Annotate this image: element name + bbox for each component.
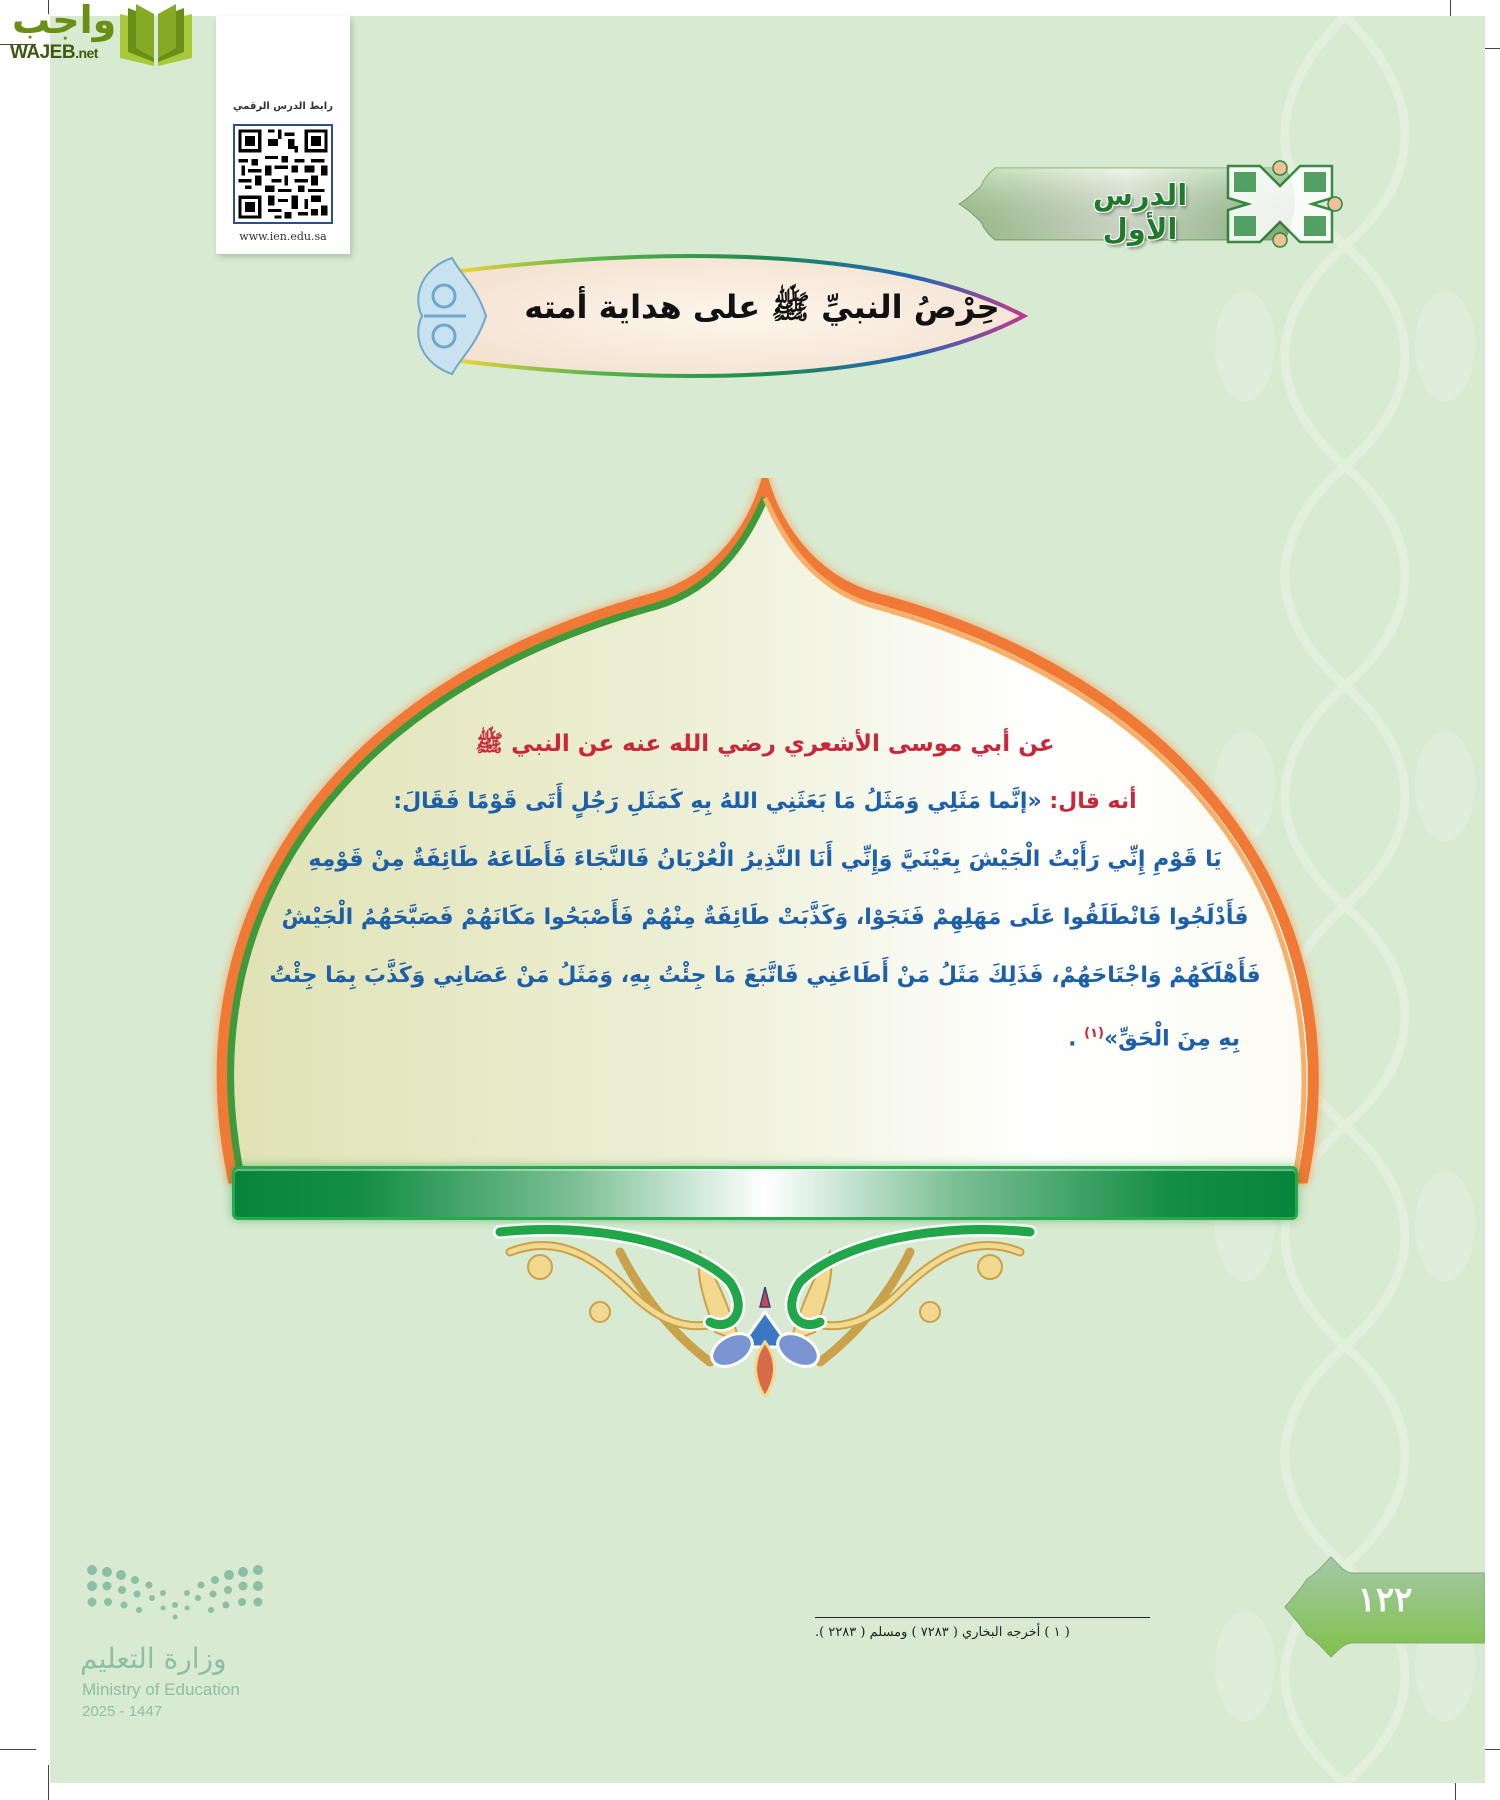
hadith-text-block	[250, 715, 1280, 1063]
hadith-line: يَا قَوْمِ إِنِّي رَأَيْتُ الْجَيْشَ بِعَيْنَيَّ وَإِنِّي أَنَا النَّذِيرُ الْعُرْيَانُ فَالنَّجَاءَ فَأَطَاعَهُ طَائِفَةٌ مِنْ قَوْمِهِ	[308, 847, 1222, 872]
qr-label: رابط الدرس الرقمي	[233, 101, 333, 112]
green-divider-bar	[232, 1166, 1298, 1220]
wajeb-logo[interactable]	[8, 0, 190, 66]
ministry-of-education-logo	[80, 1560, 280, 1730]
open-book-icon	[116, 4, 196, 66]
crop-mark	[0, 1749, 36, 1750]
ministry-english-name: Ministry of Education	[82, 1680, 240, 1699]
lesson-title-pill	[412, 250, 1034, 382]
hadith-line: بِهِ مِنَ الْحَقِّ»$^{(١)}$ .	[1068, 1026, 1240, 1052]
star-ornament-icon	[1228, 161, 1342, 247]
hadith-line: أنه قال: «إنَّما مَثَلِي وَمَثَلُ مَا بَعَثَنِي اللهُ بِهِ كَمَثَلِ رَجُلٍ أَتَى قَوْمًا فَقَالَ:	[393, 789, 1137, 814]
wajeb-arabic-wordmark: واجب	[12, 0, 117, 42]
page-number: ١٢٢	[1357, 1580, 1413, 1620]
footnote-divider	[815, 1617, 1150, 1618]
hadith-intro: أنه قال:	[1049, 789, 1137, 814]
hadith-line: فَأَدْلَجُوا فَانْطَلَقُوا عَلَى مَهَلِهِمْ فَنَجَوْا، وَكَذَّبَتْ طَائِفَةٌ مِنْهُمْ فَأَصْبَحُوا مَكَانَهُمْ فَصَبَّحَهُمُ الْجَيْشُ	[281, 905, 1249, 930]
ministry-year: 2025 - 1447	[82, 1703, 163, 1720]
lesson-banner	[955, 160, 1355, 250]
hadith-line: فَأَهْلَكَهُمْ وَاجْتَاحَهُمْ، فَذَلِكَ مَثَلُ مَنْ أَطَاعَنِي فَاتَّبَعَ مَا جِئْتُ بِهِ، وَمَثَلُ مَنْ عَصَانِي وَكَذَّبَ بِمَا جِئْتُ	[269, 963, 1261, 988]
footnote: ( ١ ) أخرجه البخاري ( ٧٢٨٣ ) ومسلم ( ٢٢٨٣ ).	[815, 1625, 1070, 1640]
ministry-arabic-name: وزارة التعليم	[80, 1642, 227, 1675]
footnote-ref[interactable]: (١)	[1084, 1026, 1104, 1041]
crop-mark	[48, 1765, 49, 1800]
digital-lesson-qr-card[interactable]	[216, 16, 350, 254]
hadith-narrator-line: عن أبي موسى الأشعري رضي الله عنه عن النبي ﷺ	[475, 731, 1055, 757]
wajeb-latin-wordmark: WAJEB.net	[10, 42, 98, 63]
ministry-dots-icon	[80, 1560, 270, 1620]
lesson-title: حِرْصُ النبيِّ ﷺ على هداية أمته	[524, 288, 1000, 326]
floral-ornament-icon	[470, 1212, 1060, 1397]
lesson-label: الدرس الأول	[1092, 178, 1188, 246]
qr-url[interactable]: www.ien.edu.sa	[239, 230, 327, 243]
qr-code[interactable]	[233, 124, 333, 224]
